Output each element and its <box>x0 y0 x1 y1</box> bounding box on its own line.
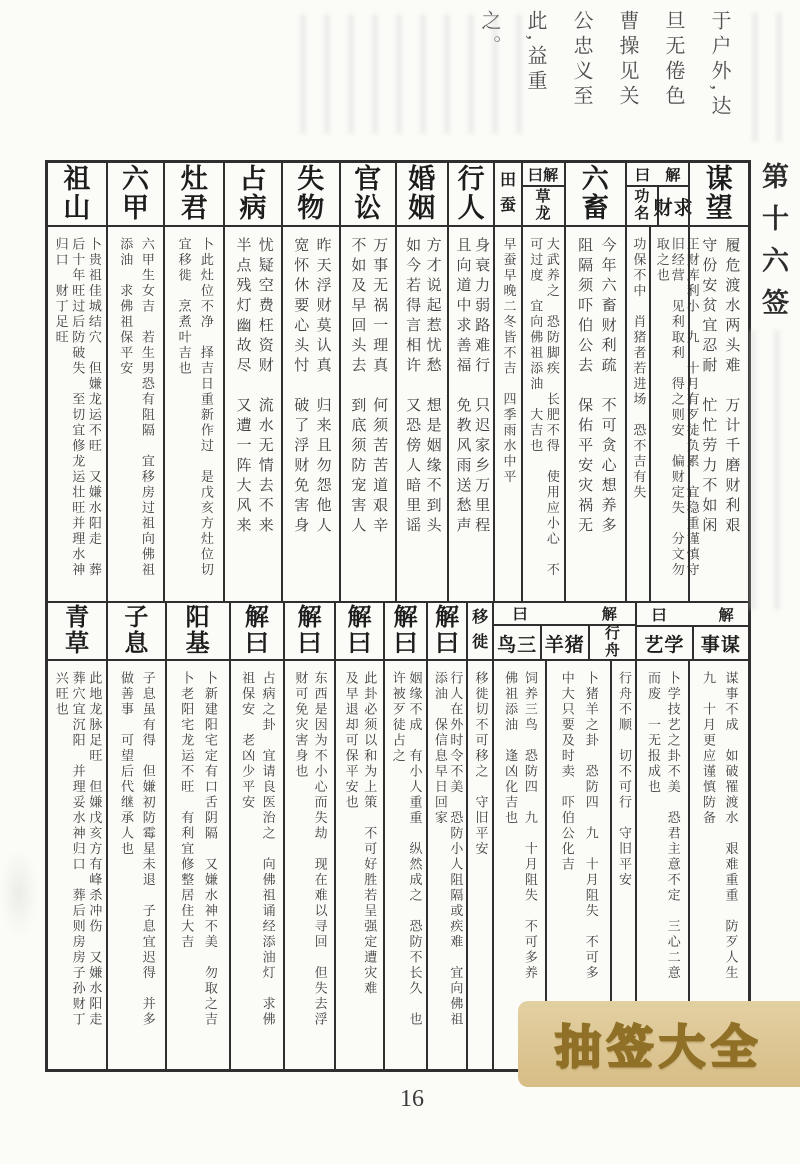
text-line: 大武养之 恐防脚疾 长肥不得 使用应小心 不 <box>544 237 560 578</box>
column-header <box>540 626 588 661</box>
header-char: 解 <box>347 604 372 631</box>
header-char: 曰 <box>393 631 418 657</box>
column-group <box>223 163 281 601</box>
column-body <box>397 227 447 601</box>
header-char: 谋 <box>720 634 741 656</box>
text-line: 做善事 可望后代继承人也 <box>119 671 134 857</box>
header-char: 山 <box>63 193 91 223</box>
column-group <box>283 603 334 1069</box>
text-line: 添油 求佛祖保平安 <box>118 237 134 377</box>
text-line: 此地龙脉足旺 但嫌戊亥方有峰杀冲伤 又嫌水阳走 <box>87 671 103 1028</box>
column-body <box>108 661 164 1069</box>
text-line: 早蚕早晚二冬皆不吉 四季雨水中平 <box>501 237 517 485</box>
header-char: 六 <box>122 164 150 195</box>
margin-note-line: 此,益重 <box>524 10 546 95</box>
column-header <box>108 163 164 225</box>
band-char: 解 <box>543 167 559 184</box>
header-char: 艺 <box>644 634 665 656</box>
column-header <box>588 626 636 661</box>
header-char: 祖 <box>63 164 91 195</box>
jieyue-band <box>637 603 748 627</box>
header-char: 谋 <box>705 164 733 195</box>
watermark-badge <box>518 1001 800 1087</box>
text-line: 旧经营 见利取利 得之则安 偏财定失 分文勿 <box>669 237 685 578</box>
header-char: 甲 <box>122 193 150 223</box>
text-line: 不如及早回头去 到底须防宠害人 <box>349 237 366 537</box>
header-char: 官 <box>354 164 382 195</box>
text-line: 昨天浮财莫认真 归来且勿怨他人 <box>314 237 331 537</box>
column-group <box>466 603 492 1069</box>
band-char: 曰 <box>634 167 650 184</box>
column-header <box>285 603 334 659</box>
column-header <box>341 163 395 225</box>
header-char: 六 <box>581 164 609 195</box>
text-line: 葬穴宜沉阳 并理妥水神归口 葬后则房房子孙财丁 <box>70 671 86 1028</box>
jieyue-band <box>627 163 688 187</box>
header-char: 解 <box>393 604 418 631</box>
header-char: 人 <box>457 193 485 223</box>
column-header <box>108 603 164 659</box>
text-line: 今年六畜财利疏 不可贪心想养多 <box>599 237 616 537</box>
text-line: 履危渡水两头难 万计千磨财利艰 <box>723 237 740 537</box>
text-line: 宽怀休要心头忖 破了浮财免害身 <box>292 237 309 537</box>
header-char: 息 <box>124 631 149 657</box>
header-char: 解 <box>435 604 460 631</box>
header-char: 解 <box>297 604 322 631</box>
header-char: 讼 <box>354 193 382 223</box>
column-body <box>341 227 395 601</box>
column-body <box>108 227 164 601</box>
margin-note-line: 旦无倦色 <box>662 10 684 110</box>
header-char: 青 <box>65 604 90 631</box>
header-char: 舟 <box>604 643 620 660</box>
jieyue-band <box>494 603 635 626</box>
header-char: 学 <box>664 634 685 656</box>
column-group <box>281 163 339 601</box>
margin-note-line: 曹操见关 <box>616 10 638 110</box>
column-group <box>165 603 229 1069</box>
header-char: 蚕 <box>500 197 517 214</box>
column-header <box>397 163 447 225</box>
column-header <box>627 187 657 225</box>
text-line: 谋事不成 如破罹渡水 艰难重重 防歹人生 <box>723 671 739 981</box>
sign-title: 第十六签 <box>758 162 788 330</box>
text-line: 身衰力弱路难行 只迟家乡万里程 <box>473 237 490 537</box>
text-line: 功保不中 肖猪者若进场 恐不吉有失 <box>631 237 647 501</box>
header-char: 失 <box>297 164 325 195</box>
column-group <box>688 163 748 601</box>
header-char: 病 <box>239 193 267 223</box>
header-char: 羊 <box>544 634 565 656</box>
column-header <box>48 603 106 659</box>
column-header <box>468 603 492 659</box>
margin-note-line: 公忠义至 <box>570 10 592 110</box>
text-line: 兴旺也 <box>53 671 69 718</box>
column-body <box>167 661 229 1069</box>
column-body <box>48 661 106 1069</box>
text-line: 万事无祸一理真 何须苦苦道艰辛 <box>371 237 388 537</box>
text-line: 移徙切不可移之 守旧平安 <box>473 671 489 857</box>
column-group <box>521 163 564 601</box>
text-line: 占病之卦 宜请良医治之 向佛祖诵经添油灯 求佛 <box>260 671 276 1028</box>
header-char: 名 <box>634 206 650 222</box>
column-header <box>690 163 748 225</box>
header-char: 姻 <box>408 193 436 223</box>
header-char: 物 <box>297 193 325 223</box>
text-line: 佛祖添油 逢凶化吉也 <box>503 671 519 826</box>
column-body <box>336 661 383 1069</box>
column-group <box>635 603 748 1069</box>
text-line: 饲养三鸟 恐防四 九 十月阻失 不可多养 <box>522 671 538 981</box>
header-char: 三 <box>517 634 538 656</box>
text-line: 如今若得言相许 又恐傍人暗里谣 <box>404 237 421 537</box>
header-char: 草 <box>65 631 90 657</box>
column-header <box>653 187 694 225</box>
column-body <box>468 661 492 1069</box>
text-line: 而废 一无报成也 <box>645 671 661 795</box>
header-char: 基 <box>185 631 210 657</box>
band-char: 曰 <box>512 607 528 623</box>
text-line: 行舟不顺 切不可行 守旧平安 <box>616 671 632 888</box>
column-body <box>690 227 748 601</box>
text-line: 祖保安 老凶少平安 <box>240 671 256 811</box>
column-header <box>167 603 229 659</box>
column-body <box>449 227 494 601</box>
fortune-table <box>45 160 751 1072</box>
band-char: 解 <box>601 607 617 623</box>
column-group <box>48 603 106 1069</box>
text-line: 子息虽有得 但嫌初防霉星未退 子息宜迟得 并多 <box>140 671 156 1028</box>
text-line: 忧疑空费枉资财 流水无情去不来 <box>256 237 273 537</box>
text-line: 添油 保信息早日回家 <box>432 671 448 826</box>
header-char: 畜 <box>581 193 609 223</box>
header-char: 占 <box>239 164 267 195</box>
text-line: 卜新建阳宅定有口舌阴隔 又嫌水神不美 勿取之吉 <box>202 671 218 1028</box>
header-char: 猪 <box>564 634 585 656</box>
text-line: 宜移徙 烹煮叶吉也 <box>176 237 192 377</box>
header-char: 求 <box>673 197 694 219</box>
column-header <box>523 187 564 225</box>
band-char: 解 <box>665 167 681 184</box>
column-body <box>231 661 284 1069</box>
column-header <box>566 163 626 225</box>
text-line: 卜学技艺之卦不美 恐君主意不定 三心二意 <box>665 671 681 981</box>
margin-note-line: 之。 <box>478 10 500 60</box>
header-char: 草 <box>535 188 551 205</box>
header-char: 龙 <box>535 206 551 222</box>
header-char: 移 <box>472 609 489 627</box>
column-body <box>627 227 649 601</box>
text-line: 行人在外时令不美 恐防小人阻隔或疾难 宜向佛祖 <box>448 671 464 1028</box>
header-char: 君 <box>180 193 208 223</box>
margin-note-line: 于户外,达 <box>708 10 730 120</box>
text-line: 及早退却可保平安也 <box>343 671 359 811</box>
text-line: 可过度 宜向佛祖添油 大吉也 <box>528 237 544 454</box>
column-header <box>494 626 540 661</box>
header-char: 灶 <box>180 164 208 195</box>
column-body <box>48 227 106 601</box>
fortune-table-bottom <box>48 601 748 1069</box>
column-group <box>492 603 635 1069</box>
column-header <box>48 163 106 225</box>
column-header <box>385 603 426 659</box>
column-group <box>334 603 383 1069</box>
text-line: 卜老阳宅龙运不旺 有利宜修整居住大吉 <box>179 671 195 950</box>
header-char: 事 <box>700 634 721 656</box>
text-line: 卜猪羊之卦 恐防四 九 十月阻失 不可多 <box>583 671 599 981</box>
column-header <box>165 163 223 225</box>
text-line: 六甲生女吉 若生男恐有阻隔 宜移房过祖向佛祖 <box>139 237 155 578</box>
header-char: 子 <box>124 604 149 631</box>
column-body <box>225 227 281 601</box>
column-header <box>336 603 383 659</box>
column-body <box>285 661 334 1069</box>
text-line: 中大只要及时卖 吓伯公化吉 <box>559 671 575 873</box>
header-char: 功 <box>634 188 650 205</box>
column-body <box>523 227 564 601</box>
text-line: 卜贵祖佳城结穴 但嫌龙运不旺 又嫌水阳走 葬 <box>86 237 102 578</box>
column-body <box>165 227 223 601</box>
text-line: 阻隔须吓伯公去 保佑平安灾祸无 <box>576 237 593 537</box>
header-char: 曰 <box>244 631 269 657</box>
text-line: 财可免灾害身也 <box>293 671 309 780</box>
header-char: 行 <box>457 164 485 195</box>
column-group <box>426 603 466 1069</box>
text-line: 取之也 <box>654 237 670 284</box>
column-body <box>495 227 520 601</box>
header-char: 解 <box>244 604 269 631</box>
margin-note <box>475 10 734 150</box>
fortune-table-top <box>48 163 748 601</box>
text-line: 归口 财丁足旺 <box>53 237 69 346</box>
band-char: 曰 <box>527 167 543 184</box>
column-header <box>283 163 339 225</box>
column-group <box>106 163 164 601</box>
text-line: 守份安贫宜忍耐 忙忙劳力不如闲 <box>700 237 717 537</box>
column-header <box>495 163 520 225</box>
column-group <box>229 603 284 1069</box>
column-group <box>625 163 700 601</box>
watermark-text: 抽签大全 <box>555 1022 763 1073</box>
text-line: 且向道中求善福 免教风雨送愁声 <box>454 237 471 537</box>
column-group <box>447 163 494 601</box>
header-char: 阳 <box>185 604 210 631</box>
header-char: 行 <box>604 626 620 642</box>
column-group <box>564 163 626 601</box>
header-char: 曰 <box>435 631 460 657</box>
header-char: 鸟 <box>497 634 518 656</box>
text-line: 正财库利小 九 十月有歹徒负累 宜稳重谨慎守 <box>684 237 700 578</box>
text-line: 此卦必须以和为上策 不可好胜若呈强定遭灾难 <box>362 671 378 997</box>
text-line: 东西是因为不小心而失劫 现在难以寻回 但失去浮 <box>312 671 328 1028</box>
text-line: 方才说起惹忧愁 想是姻缘不到头 <box>424 237 441 537</box>
header-char: 田 <box>500 172 517 190</box>
column-header <box>231 603 284 659</box>
header-char: 望 <box>705 193 733 223</box>
column-body <box>649 227 700 601</box>
column-header <box>637 627 691 659</box>
header-char: 婚 <box>408 164 436 195</box>
column-group <box>163 163 223 601</box>
column-group <box>395 163 447 601</box>
column-body <box>566 227 626 601</box>
column-body <box>385 661 426 1069</box>
text-line: 后十年旺过后防破失 至切宜修龙运壮旺并理水神 <box>70 237 86 578</box>
header-char: 曰 <box>347 631 372 657</box>
bleedthrough-artifact <box>0 848 38 938</box>
column-header <box>449 163 494 225</box>
bleedthrough-artifact <box>752 12 788 142</box>
band-char: 曰 <box>651 607 667 624</box>
column-header <box>428 603 466 659</box>
column-header <box>225 163 281 225</box>
page-number: 16 <box>400 1086 424 1112</box>
band-char: 解 <box>718 607 734 624</box>
column-body <box>283 227 339 601</box>
text-line: 九 十月更应谨慎防备 <box>700 671 716 826</box>
jieyue-band <box>523 163 564 187</box>
column-group <box>383 603 426 1069</box>
column-group <box>339 163 395 601</box>
text-line: 卜此灶位不净 择吉日重新作过 是戊亥方灶位切 <box>198 237 214 578</box>
column-header <box>692 627 748 659</box>
column-body <box>428 661 466 1069</box>
column-group <box>493 163 520 601</box>
bleedthrough-artifact <box>750 330 784 610</box>
header-char: 徙 <box>472 634 489 651</box>
text-line: 半点残灯幽故尽 又遭一阵大风来 <box>234 237 251 537</box>
column-group <box>106 603 164 1069</box>
text-line: 许被歹徒占之 <box>390 671 406 764</box>
header-char: 曰 <box>297 631 322 657</box>
column-group <box>48 163 106 601</box>
header-char: 财 <box>653 197 674 219</box>
text-line: 姻缘不成 有小人重重 纵然成之 恐防不长久 也 <box>407 671 423 1028</box>
